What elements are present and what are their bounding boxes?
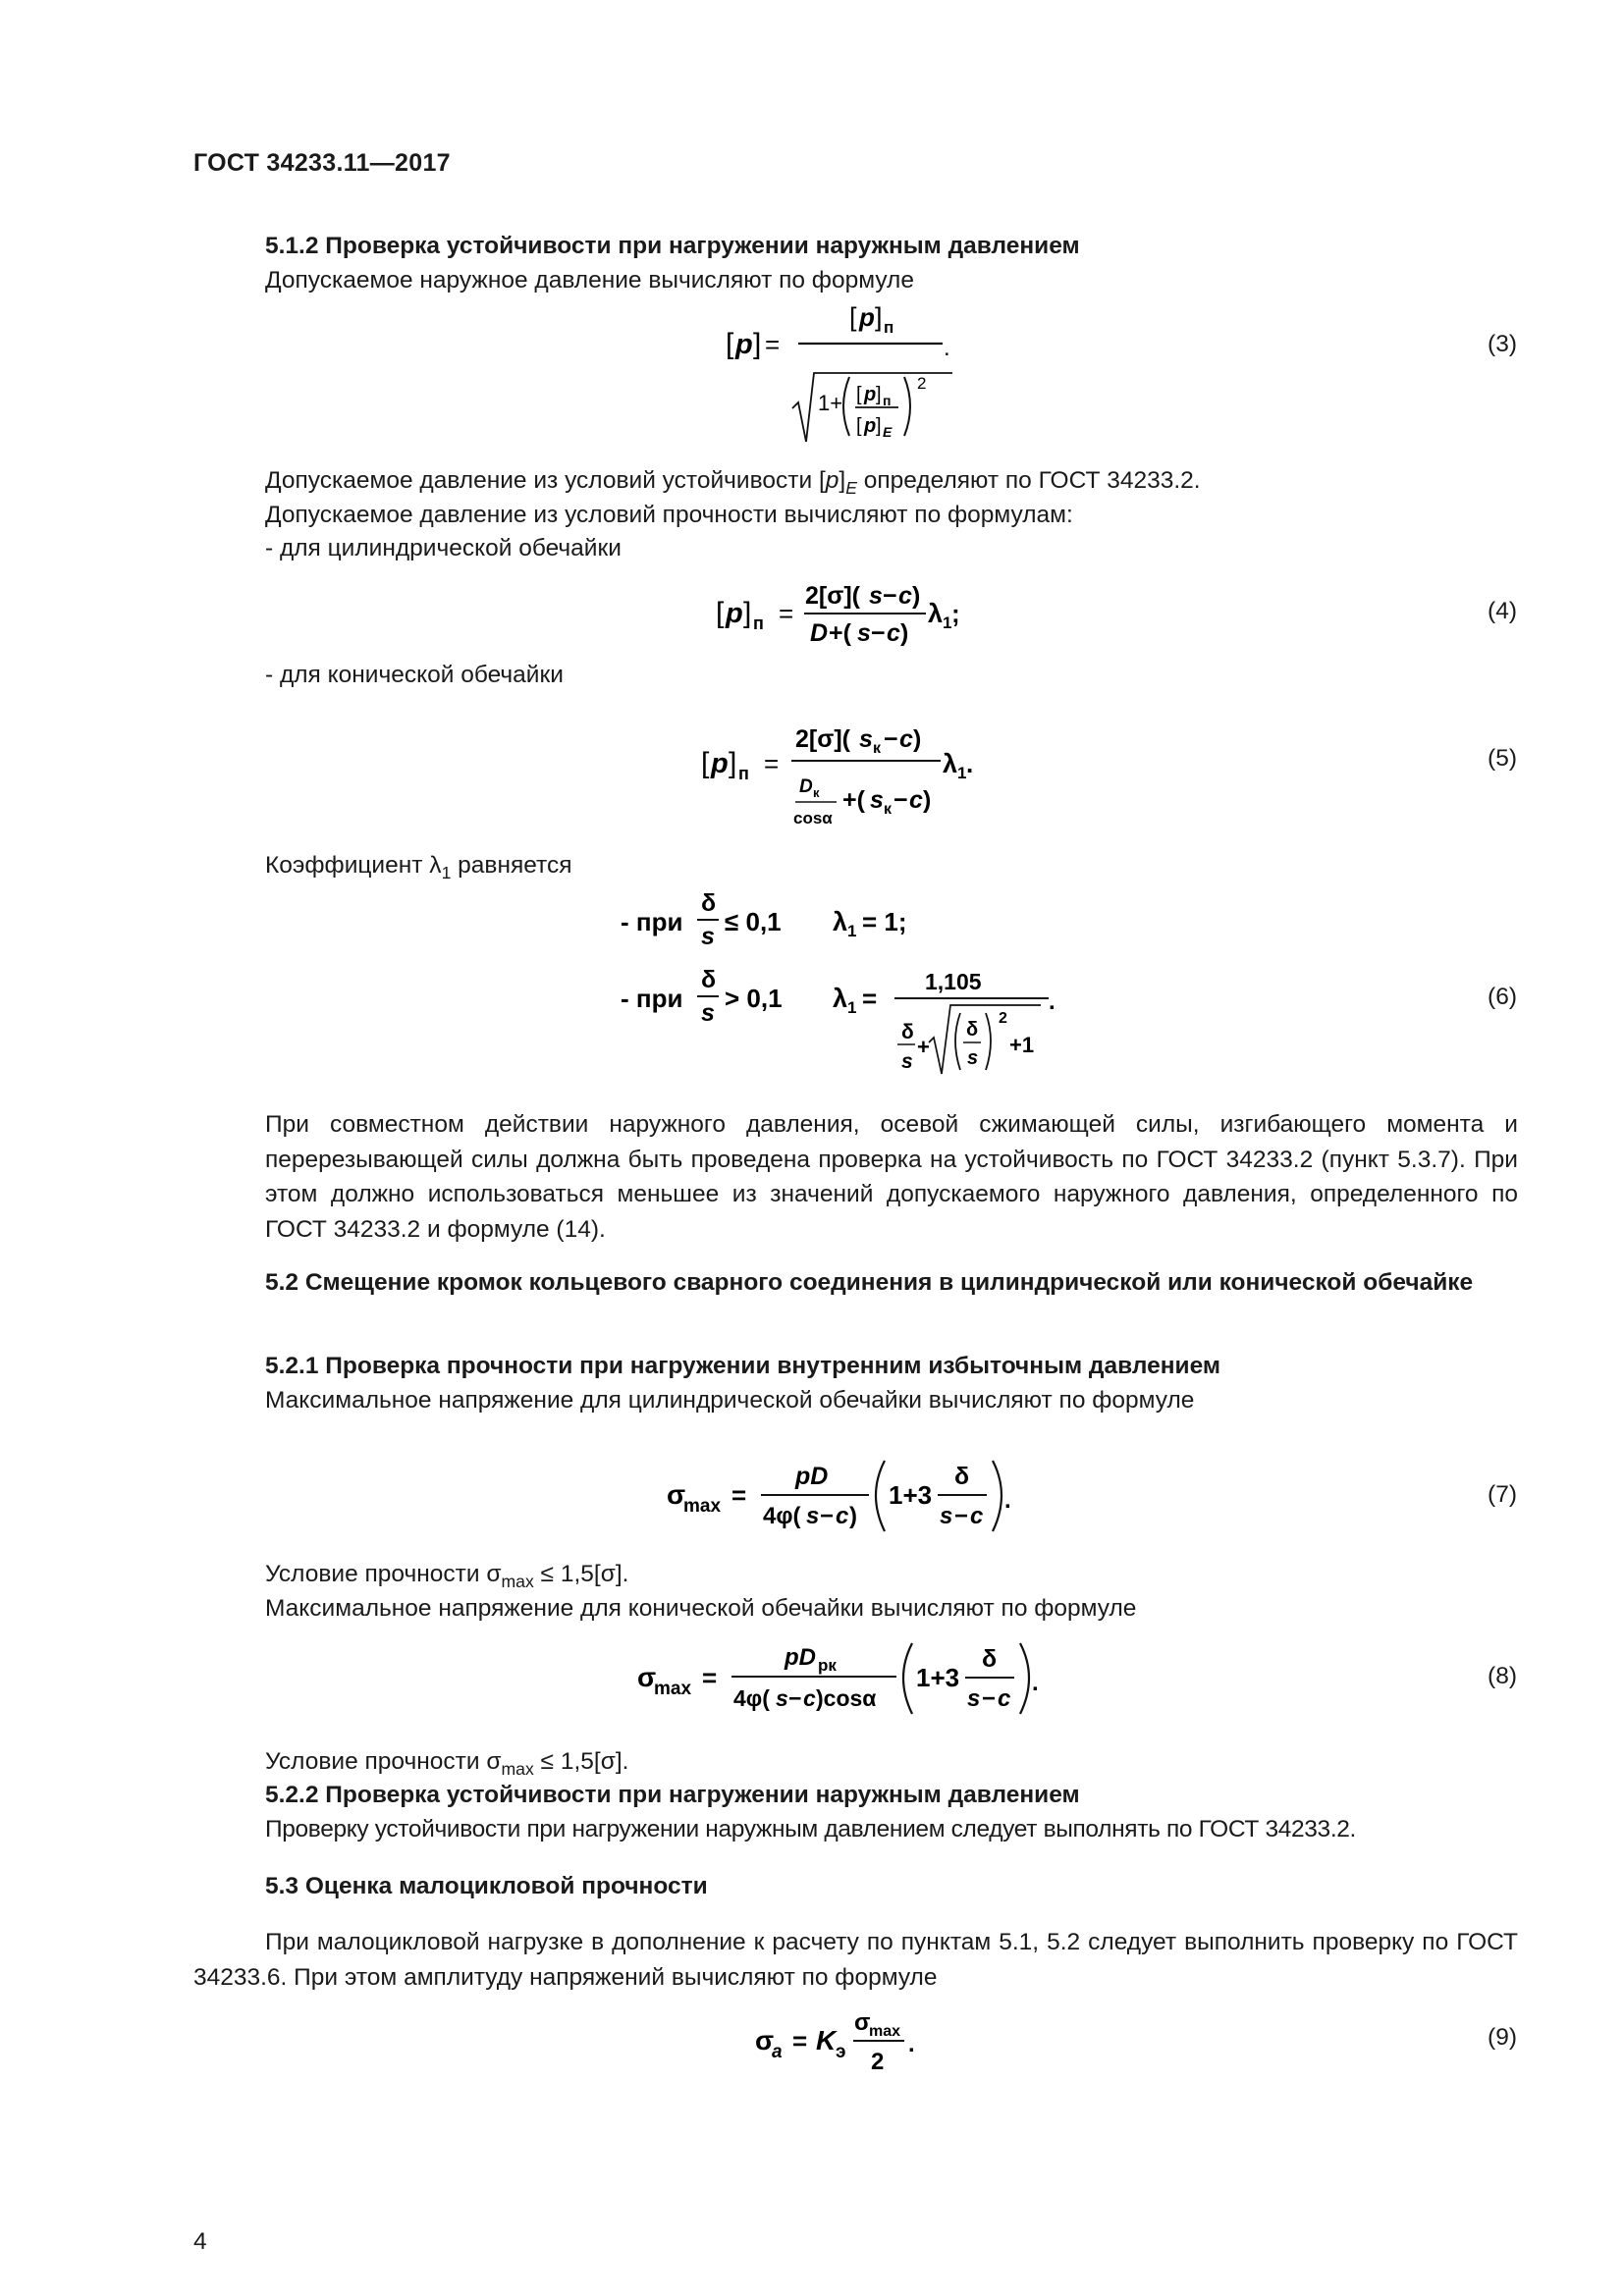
svg-text:- при: - при (621, 907, 683, 936)
svg-text:1: 1 (847, 922, 857, 940)
svg-text:2[σ](: 2[σ]( (795, 725, 850, 753)
svg-text:=: = (731, 1480, 747, 1510)
svg-text:c: c (899, 725, 913, 753)
svg-text:;: ; (951, 599, 960, 628)
svg-text:λ: λ (833, 984, 848, 1013)
svg-text:1,105: 1,105 (925, 969, 982, 994)
svg-text:s: s (776, 1685, 788, 1711)
svg-text:.: . (966, 749, 974, 778)
svg-text:δ: δ (701, 966, 717, 993)
equation-number: (6) (1488, 984, 1517, 1010)
equation-number: (3) (1488, 331, 1517, 357)
svg-text:δ: δ (701, 889, 717, 917)
svg-text:=: = (779, 599, 794, 628)
svg-text:+(: +( (842, 786, 865, 814)
svg-text:σ: σ (755, 2025, 775, 2056)
svg-text:2: 2 (999, 1010, 1007, 1027)
svg-text:p: p (711, 748, 729, 779)
svg-text:c: c (998, 1685, 1011, 1712)
svg-text:1: 1 (957, 764, 967, 782)
strength-condition-2: Условие прочности $\sigma_{max} \le 1,5[\sigma]$. (265, 1748, 629, 1780)
svg-text:−: − (982, 1685, 997, 1712)
svg-text:- при: - при (621, 984, 683, 1013)
document-header: ГОСТ 34233.11—2017 (193, 149, 451, 177)
svg-text:c: c (898, 582, 912, 610)
svg-text:s: s (940, 1503, 953, 1529)
section-5-2-1-title: 5.2.1 Проверка прочности при нагружении внутренним избыточным давлением (265, 1353, 1220, 1379)
stability-line: Допускаемое давление из условий устойчивости $[p]_E$ определяют по ГОСТ 34233.2. (265, 467, 1201, 499)
svg-text:λ: λ (928, 599, 944, 628)
svg-text:E: E (883, 424, 893, 440)
lambda-intro: Коэффициент $\lambda_1$ равняется (265, 852, 572, 883)
svg-text:δ: δ (954, 1463, 970, 1490)
svg-text:p: p (735, 329, 753, 360)
svg-text:pD: pD (795, 1463, 829, 1490)
section-5-2-2-text: Проверку устойчивости при нагружении наружным давлением следует выполнять по ГОСТ 34233.2. (265, 1816, 1357, 1842)
svg-text:п: п (884, 318, 894, 337)
svg-text:s: s (967, 1685, 981, 1712)
section-5-2-title: 5.2 Смещение кромок кольцевого сварного соединения в цилиндрической или конической обечайке (265, 1269, 1474, 1296)
equation-3 (722, 293, 967, 450)
svg-text:c: c (909, 786, 923, 814)
svg-text:.: . (908, 2031, 915, 2057)
list-item-conical: - для конической обечайки (265, 662, 564, 688)
svg-text:[: [ (856, 415, 862, 437)
svg-text:]: ] (753, 328, 762, 360)
equation-5 (697, 712, 992, 834)
equation-number: (8) (1488, 1663, 1517, 1689)
svg-text:s: s (806, 1503, 820, 1529)
svg-text:−: − (820, 1503, 835, 1529)
svg-text:[: [ (701, 747, 710, 779)
svg-text:э: э (836, 2042, 846, 2062)
svg-text:): ) (900, 619, 909, 647)
svg-text:s: s (869, 582, 883, 610)
svg-text:2[σ](: 2[σ]( (805, 582, 860, 610)
equation-4 (712, 576, 977, 655)
svg-text:δ: δ (901, 1021, 914, 1043)
svg-text:s: s (870, 786, 884, 814)
svg-text:p: p (726, 598, 743, 629)
svg-text:1: 1 (847, 998, 857, 1017)
svg-text:s: s (857, 619, 871, 647)
section-5-2-1-intro-cyl: Максимальное напряжение для цилиндрической обечайки вычисляют по формуле (265, 1387, 1195, 1414)
equation-8 (633, 1637, 1065, 1726)
svg-text:]: ] (729, 747, 737, 779)
svg-text:cosα: cosα (793, 809, 833, 828)
svg-text:]: ] (876, 384, 882, 405)
svg-text:c: c (970, 1503, 984, 1529)
svg-text:к: к (884, 801, 893, 818)
svg-text:.: . (944, 335, 950, 361)
svg-text:4φ(: 4φ( (763, 1503, 801, 1529)
svg-text:п: п (753, 614, 764, 633)
svg-text:+(: +( (829, 619, 851, 647)
svg-text:σ: σ (637, 1662, 657, 1692)
strength-condition-1: Условие прочности $\sigma_{max} \le 1,5[\sigma]$. (265, 1561, 629, 1592)
svg-text:): ) (913, 725, 922, 753)
section-5-1-2-title: 5.1.2 Проверка устойчивости при нагружении наружным давлением (265, 233, 1080, 259)
section-5-1-2-intro: Допускаемое наружное давление вычисляют по формуле (265, 267, 914, 294)
svg-text:σ: σ (667, 1479, 686, 1510)
svg-text:c: c (836, 1503, 849, 1529)
section-5-3-text: При малоцикловой нагрузке в дополнение к расчету по пунктам 5.1, 5.2 следует выполнить проверку по ГОСТ 34233.6. При этом амплитуду напряжений вычисляют по формуле (193, 1929, 1518, 1991)
svg-text:pD: pD (785, 1644, 816, 1671)
svg-text:]: ] (875, 302, 883, 332)
svg-text:п: п (883, 393, 892, 408)
paragraph-combined-loads (265, 1107, 1518, 1247)
svg-text:p: p (864, 384, 877, 405)
svg-text:> 0,1: > 0,1 (725, 984, 783, 1013)
strength-line: Допускаемое давление из условий прочности вычисляют по формулам: (265, 502, 1073, 528)
svg-text:[: [ (716, 597, 725, 629)
page-number: 4 (193, 2228, 207, 2255)
svg-text:max: max (683, 1496, 722, 1517)
svg-text:1+3: 1+3 (916, 1663, 960, 1692)
svg-text:): ) (849, 1503, 857, 1529)
svg-text:=: = (862, 984, 878, 1013)
svg-text:): ) (912, 582, 921, 610)
svg-text:δ: δ (966, 1019, 979, 1041)
svg-text:п: п (738, 764, 749, 783)
section-5-3-title: 5.3 Оценка малоцикловой прочности (265, 1873, 708, 1899)
svg-text:]: ] (876, 415, 882, 437)
svg-text:1+: 1+ (818, 391, 843, 415)
svg-text:s: s (701, 923, 715, 950)
svg-text:−: − (893, 786, 908, 814)
svg-text:[: [ (856, 384, 862, 405)
equation-number: (4) (1488, 598, 1517, 624)
svg-text:c: c (887, 619, 900, 647)
svg-text:−: − (788, 1685, 802, 1711)
svg-text:p: p (859, 302, 875, 332)
equation-number: (9) (1488, 2024, 1517, 2051)
equation-9 (751, 2001, 947, 2084)
svg-text:+: + (917, 1035, 930, 1059)
equation-number: (7) (1488, 1481, 1517, 1508)
svg-text:δ: δ (982, 1645, 998, 1673)
svg-text:p: p (864, 415, 877, 437)
svg-text:к: к (873, 740, 882, 757)
equation-6 (617, 883, 1088, 1080)
svg-text:=: = (792, 2026, 808, 2056)
svg-text:1: 1 (943, 614, 952, 632)
svg-text:D: D (799, 776, 813, 797)
svg-text:1+3: 1+3 (889, 1480, 933, 1510)
svg-text:.: . (1004, 1487, 1011, 1514)
svg-text:s: s (701, 999, 715, 1027)
svg-text:c: c (803, 1685, 816, 1711)
svg-text:−: − (883, 582, 897, 610)
section-5-2-1-intro-con: Максимальное напряжение для конической обечайки вычисляют по формуле (265, 1595, 1137, 1622)
svg-text:к: к (813, 785, 820, 800)
paragraph-text: При совместном действии наружного давления, осевой сжимающей силы, изгибающего момента и перерезывающей силы должна быть проведена проверка на устойчивость по ГОСТ 34233.2 (пункт 5.3.7). При этом должно использоваться меньшее из значений допускаемого наружного давления, определенного по ГОСТ 34233.2 и формуле (14). (265, 1111, 1518, 1243)
svg-text:рк: рк (818, 1656, 837, 1675)
svg-text:]: ] (743, 597, 752, 629)
svg-text:≤ 0,1: ≤ 0,1 (725, 907, 782, 936)
svg-text:−: − (871, 619, 886, 647)
svg-text:s: s (859, 725, 873, 753)
svg-text:−: − (954, 1503, 969, 1529)
svg-text:K: K (816, 2025, 837, 2056)
svg-text:=: = (764, 749, 780, 778)
svg-text:)cosα: )cosα (816, 1685, 877, 1711)
equation-number: (5) (1488, 745, 1517, 772)
svg-text:[: [ (849, 302, 857, 332)
svg-text:+1: +1 (1009, 1033, 1035, 1057)
svg-text:max: max (869, 2023, 901, 2040)
svg-text:=: = (702, 1663, 718, 1692)
svg-text:s: s (901, 1050, 913, 1073)
list-item-cylindrical: - для цилиндрической обечайки (265, 535, 622, 561)
svg-text:[: [ (726, 328, 734, 360)
svg-text:2: 2 (917, 374, 927, 393)
section-5-2-2-title: 5.2.2 Проверка устойчивости при нагружении наружным давлением (265, 1782, 1080, 1808)
svg-text:= 1;: = 1; (862, 907, 907, 936)
svg-text:.: . (1032, 1670, 1039, 1696)
svg-text:λ: λ (833, 907, 848, 936)
svg-text:=: = (765, 330, 781, 359)
svg-text:.: . (1049, 988, 1056, 1015)
svg-text:σ: σ (854, 2009, 871, 2036)
equation-7 (663, 1455, 1036, 1543)
svg-text:λ: λ (943, 749, 958, 778)
svg-text:max: max (654, 1679, 692, 1699)
svg-text:−: − (884, 725, 898, 753)
svg-text:D: D (810, 619, 829, 647)
svg-text:): ) (923, 786, 932, 814)
svg-text:a: a (772, 2042, 783, 2062)
svg-text:4φ(: 4φ( (733, 1685, 770, 1711)
svg-text:2: 2 (871, 2049, 885, 2075)
svg-text:s: s (967, 1047, 979, 1069)
